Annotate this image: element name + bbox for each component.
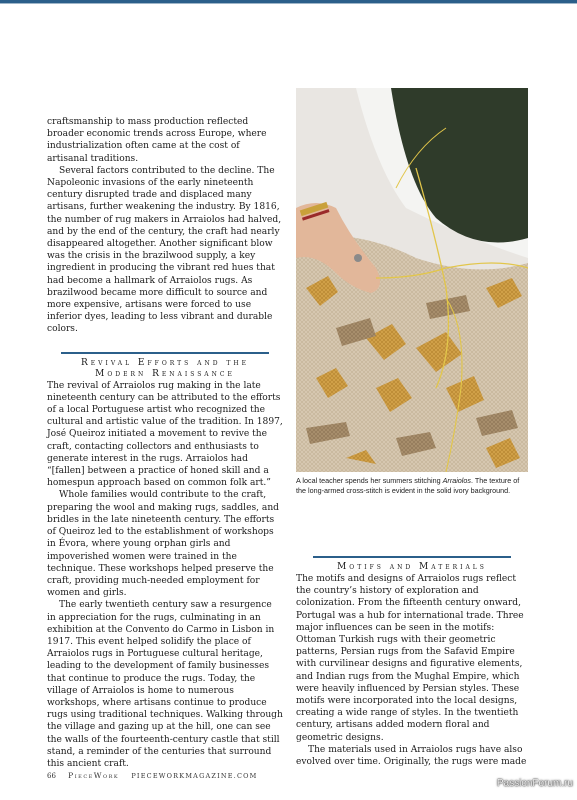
section-heading-motifs <box>296 556 528 573</box>
body-paragraph: Several factors contributed to the decline. The Napoleonic invasions of the early nineteenth century disrupted trade and displaced many artisans, further weakening the industry. By 1816, the number of rug makers in Arraiolos had halved, and by the end of the century, the craft had nearly disappeared altogether. Another significant blow was the crisis in the brazilwood supply, a key ingredient in producing the vibrant red hues that had become a hallmark of Arraiolos rugs. As brazilwood became more difficult to source and more expensive, artisans were forced to use inferior dyes, leading to less vibrant and durable colors. <box>47 165 282 335</box>
heading-rule <box>61 352 269 354</box>
body-paragraph: craftsmanship to mass production reflected broader economic trends across Europe, where industrialization often came at the cost of artisanal traditions. <box>47 117 267 164</box>
page-number: 66 <box>47 772 56 780</box>
top-accent-bar-shadow <box>0 3 577 4</box>
body-paragraph: The early twentieth century saw a resurgence in appreciation for the rugs, culminating in an exhibition at the Convento do Carmo in Lisbon in 1917. This event helped solidify the place of Arraiolos rugs in Portuguese cultural heritage, leading to the development of family businesses that continue to produce the rugs. Today, the village of Arraiolos is home to numerous workshops, where artisans continue to produce rugs using traditional techniques. Walking through the village and gazing up at the hill, one can see the walls of the fourteenth-century castle that still stand, a reminder of the centuries that surround this ancient craft. <box>47 600 283 769</box>
photo-illustration <box>296 88 528 472</box>
section-heading-line: Motifs and Materials <box>337 562 487 572</box>
body-paragraph: The revival of Arraiolos rug making in the late nineteenth century can be attributed to the efforts of a local Portuguese artist who recognized the cultural and artistic value of the tradition. In 1897, José Queiroz initiated a movement to revive the craft, contacting collectors and enthusiasts to generate interest in the rugs. Arraiolos had “[fallen] between a practice of honed skill and a homespun approach based on common folk art.” <box>47 380 283 489</box>
magazine-website: PIECEWORKMAGAZINE.COM <box>131 772 258 780</box>
body-paragraph: The motifs and designs of Arraiolos rugs reflect the country’s history of exploration and colonization. From the fifteenth century onward, Portugal was a hub for international trade. Three major influences can be seen in the motifs: Ottoman Turkish rugs with their geometric patterns, Persian rugs from the Safavid Empire with curvilinear designs and figurative elements, and Indian rugs from the Mughal Empire, which were heavily influenced by Persian styles. These motifs were incorporated into the local designs, creating a wide range of styles. In the twentieth century, artisans added modern floral and geometric designs. <box>296 574 524 743</box>
magazine-brand: PieceWork <box>68 771 120 780</box>
caption-text: . The texture of the long-armed cross-stitch is evident in the solid ivory background. <box>296 476 520 495</box>
watermark: PassionForum.ru <box>496 778 573 789</box>
photo-caption <box>296 476 528 496</box>
section-heading-line: Revival Efforts and the <box>80 357 250 368</box>
right-column <box>296 556 528 768</box>
body-paragraph: The materials used in Arraiolos rugs have also evolved over time. Originally, the rugs were made <box>296 744 527 768</box>
section-heading-revival <box>47 352 283 380</box>
page-footer <box>47 770 347 782</box>
section-heading-line: Modern Renaissance <box>95 368 235 379</box>
body-paragraph: Whole families would contribute to the craft, preparing the wool and making rugs, saddles, and bridles in the late nineteenth century. The efforts of Queiroz led to the establishment of workshops in Évora, where young orphan girls and impoverished women were trained in the technique. These workshops helped preserve the craft, providing much-needed employment for women and girls. <box>47 490 279 599</box>
heading-rule <box>313 556 511 558</box>
caption-text: A local teacher spends her summers stitching <box>296 476 443 485</box>
left-column <box>47 116 283 770</box>
rug-stitching-photo <box>296 88 528 472</box>
caption-italic-term: Arraiolos <box>442 476 471 485</box>
